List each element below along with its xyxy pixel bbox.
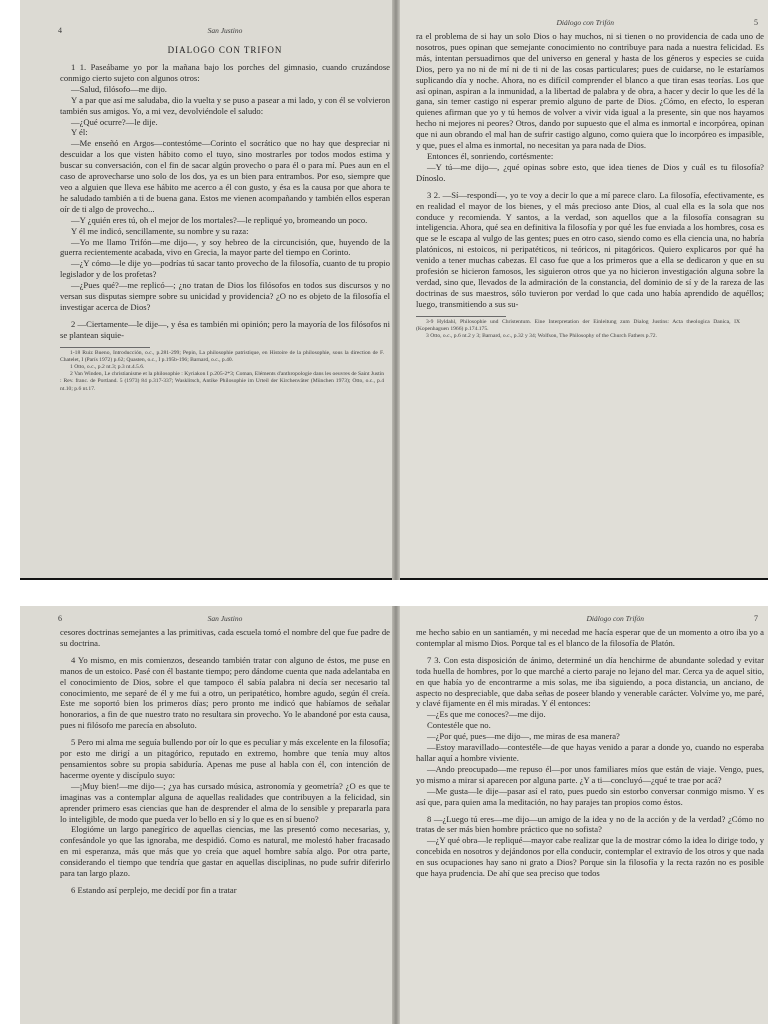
paragraph: Elogióme un largo panegírico de aquellas ciencias, me las presentó como necesarias, y, confesándole yo que las ignoraba, me despidió. Como es natural, me molestó haber fracasado en mi esperanza, más que más que yo creía que aquel hombre sabía algo. Por otra parte, considerando el tiempo que tendría que gastar en aquellas disciplinas, no pude sufrir diferirlo para tan largo plazo. bbox=[60, 824, 390, 879]
paragraph: 2 —Ciertamente—le dije—, y ésa es también mi opinión; pero la mayoría de los filósofos ni se plantean siquie- bbox=[60, 318, 390, 340]
paragraph: —¿Y cómo—le dije yo—podrías tú sacar tanto provecho de la filosofía, cuanto de tu propio legislador y de los profetas? bbox=[60, 258, 390, 280]
paragraph: 8 —¿Luego tú eres—me dijo—un amigo de la idea y no de la acción y de la verdad? ¿Cómo no tratas de ser más bien hombre práctico que no sofista? bbox=[416, 813, 764, 835]
footnotes bbox=[60, 347, 384, 393]
scan-spread-top bbox=[20, 0, 768, 580]
paragraph: 3 2. —Sí—respondí—, yo te voy a decir lo que a mí parece claro. La filosofía, efectivamente, es en realidad el mayor de los bienes, y el más precioso ante Dios, al cual ella es la sola que nos conduce y recomienda. Y santos, a la verdad, son aquellos que a la filosofía consagran su inteligencia. Ahora, qué sea en definitiva la filosofía y por qué les fue enviada a los hombres, cosa es que se le escapa al vulgo de las gentes; pues en otro caso, siendo como es ella ciencia una, no habría platónicos, ni estoicos, ni peripatéticos, ni teóricos, ni pitagóricos. Quiero explicaros por qué ha venido a tener muchas cabezas. El caso fue que a los primeros que a ella se dedicaron y que en su profesión se hicieron famosos, les siguieron otros que ya no hicieron investigación alguna sobre la verdad, sino que, llevados de la admiración de la constancia, del dominio de sí y de la rareza de las doctrinas de sus maestros, sólo tuvieron por verdad lo que cada uno había aprendido de aquéllos; luego, transmitiendo a sus su- bbox=[416, 189, 764, 309]
page-number: 6 bbox=[58, 614, 62, 623]
paragraph: —Estoy maravillado—contestéle—de que hayas venido a parar a donde yo, cuando no esperaba hallar aquí a hombre viviente. bbox=[416, 742, 764, 763]
body-text bbox=[60, 62, 390, 341]
paragraph: —Ando preocupado—me repuso él—por unos familiares míos que están de viaje. Vengo, pues, yo mismo a mirar si aparecen por alguna parte. ¿Y a ti—concluyó—¿qué te trae por acá? bbox=[416, 763, 764, 785]
page-number: 4 bbox=[58, 26, 62, 35]
running-head-title: San Justino bbox=[207, 614, 243, 623]
paragraph: —Y ¿quién eres tú, oh el mejor de los mortales?—le repliqué yo, bromeando un poco. bbox=[71, 214, 368, 225]
running-head bbox=[60, 614, 390, 627]
page-number: 5 bbox=[754, 18, 758, 27]
footnote: 3 Otto, o.c., p.6 nt.2 y 3; Barnard, o.c., p.32 y 34; Wolfson, The Philosophy of the Church Fathers p.72. bbox=[426, 333, 657, 340]
running-head bbox=[416, 18, 764, 31]
footnote: 2 Van Winden, Le christianisme et la philosophie : Kyriakon I p.205-2*3; Coman, Eléments d'anthropologie dans les oeuvres de Saint Justin : Rev. franc. de Portland. 5 (1973) 84 p.317-337; Wasklitsch, Antike Philosophie im Urteil der Kirchenväter (München 1973); Otto, o.c., p.4 nt.10; p.6 nt.17. bbox=[60, 371, 384, 392]
footnote: 3-9 Hyldahl, Philosophie und Christentum. Eine Interpretation der Einleitung zum Dialog Justins: Acta theologica Danica, IX (Kopenhaguen 1966) p.174.175. bbox=[416, 318, 740, 332]
paragraph: —¿Es que me conoces?—me dijo. bbox=[427, 709, 546, 720]
running-head bbox=[60, 26, 390, 39]
paragraph: —¿Y qué obra—le repliqué—mayor cabe realizar que la de mostrar cómo la idea lo dirige todo, y concebida en nosotros y dejándonos por ella conducir, contemplar el extravío de los otros y que nada en sus ocupaciones hay sano ni grato a Dios? Porque sin la filosofía y la recta razón no es posible que haya prudencia. De ahí que sea preciso que todos bbox=[416, 835, 764, 879]
paragraph: —Yo me llamo Trifón—me dijo—, y soy hebreo de la circuncisión, que, huyendo de la guerra recientemente acabada, vivo en Grecia, la mayor parte del tiempo en Corinto. bbox=[60, 236, 390, 258]
paragraph: —Salud, filósofo—me dijo. bbox=[71, 83, 167, 94]
paragraph: 5 Pero mi alma me seguía bullendo por oír lo que es peculiar y más excelente en la filosofía; por esto me dirigí a un pitagórico, reputado en extremo, hombre que tenía muy altos pensamientos sobre su propia sabiduría. Apenas me puse al habla con él, con intención de hacerme oyente y discípulo suyo: bbox=[60, 737, 390, 780]
scan-spread-bottom bbox=[20, 606, 768, 1024]
paragraph: ra el problema de si hay un solo Dios o hay muchos, ni si tienen o no providencia de cada uno de nosotros, pues opinan que semejante conocimiento no contribuye para nada a nuestra felicidad. Es más, intentan persuadirnos que del universo en general y hasta de los géneros y especies se cuida Dios, pero ya no ni de mí ni de ti ni de las cosas particulares; pues de cuidarse, no le estaríamos suplicando día y noche. Ahora, no es difícil comprender el blanco a que tiran esas teorías. Los que así opinan, aspiran a la inmunidad, a la libertad de palabra y de obra, a hacer y decir lo que les dé la gana, sin temer castigo ni esperar premio alguno de parte de Dios. ¿Cómo, en efecto, lo esperan quienes afirman que yo y tú hemos de volver a vivir vida igual a la presente, sin que nos hayamos hecho ni mejores ni peores? Otros, dando por supuesto que el alma es inmortal e incorpórea, opinan que ni aun obrando el mal han de sufrir castigo alguno, como quiera que lo incorpóreo es impasible, y que, pues el alma es inmortal, no necesitan ya para nada de Dios. bbox=[416, 31, 764, 151]
paragraph: —¿Pues qué?—me replicó—; ¿no tratan de Dios los filósofos en todos sus discursos y no versan sus disputas siempre sobre su unicidad y providencia? ¿O no es objeto de la filosofía el investigar acerca de Dios? bbox=[60, 280, 390, 312]
body-text bbox=[416, 627, 764, 879]
body-text bbox=[60, 627, 390, 896]
paragraph: —¿Qué ocurre?—le dije. bbox=[71, 116, 158, 127]
paragraph: —Me gusta—le dije—pasar así el rato, pues puedo sin estorbo conversar conmigo mismo. Y es así que, para quien ama la meditación, no hay parajes tan propios como éstos. bbox=[416, 785, 764, 807]
page-5 bbox=[396, 0, 768, 578]
book-gutter bbox=[392, 606, 400, 1024]
running-head-title: San Justino bbox=[207, 26, 243, 35]
paragraph: 1 1. Paseábame yo por la mañana bajo los porches del gimnasio, cuando cruzándose conmigo cierto sujeto con algunos otros: bbox=[60, 62, 390, 83]
page-6 bbox=[20, 606, 396, 1024]
paragraph: —Me enseñó en Argos—contestóme—Corinto el socrático que no hay que despreciar ni descuidar a los que visten hábito como el tuyo, sino mostrarles por todos modos estima y buscar su conversación, con el fin de sacar algún provecho o para él o para mí. Pues aun en el caso de aprovecharse uno solo de los dos, ya es un bien para entrambos. Por eso, siempre que veo a alguien que lleva ese hábito me acerco a él con gusto, y ésa es la causa por que ahora te he saludado también a ti de buena gana. Estos me vienen acompañando y también ellos esperan oír de ti algo de provecho... bbox=[60, 138, 390, 214]
footnote: 1-18 Ruiz Bueno, Introducción, o.c., p.281-299; Pepin, La philosophie patristique, en Histoire de la philosophie, sous la direction de F. Chatelet, I (París 1972) p.62; Quasten, o.c., I p.195b-196; Barnard, o.c., p.40. bbox=[60, 349, 384, 363]
paragraph: Y él: bbox=[71, 127, 88, 138]
paragraph: cesores doctrinas semejantes a las primitivas, cada escuela tomó el nombre del que fue padre de su doctrina. bbox=[60, 627, 390, 648]
running-head-title: Diálogo con Trifón bbox=[586, 614, 644, 623]
page-7 bbox=[396, 606, 768, 1024]
page-4 bbox=[20, 0, 396, 578]
running-head-title: Diálogo con Trifón bbox=[556, 18, 614, 27]
footnote: 1 Otto, o.c., p.2 nt.3; p.3 nt.4.5.6. bbox=[70, 364, 145, 371]
running-head bbox=[416, 614, 764, 627]
paragraph: —¿Por qué, pues—me dijo—, me miras de esa manera? bbox=[427, 731, 620, 742]
paragraph: Y a par que así me saludaba, dio la vuelta y se puso a pasear a mi lado, y con él se volvieron también sus amigos. Yo, a mi vez, devolviéndole el saludo: bbox=[60, 94, 390, 116]
page-number: 7 bbox=[754, 614, 758, 623]
chapter-title: DIALOGO CON TRIFON bbox=[167, 45, 283, 55]
paragraph: —¡Muy bien!—me dijo—; ¿ya has cursado música, astronomía y geometría? ¿O es que te imaginas vas a contemplar alguna de aquellas realidades que contribuyen a la felicidad, sin aprender primero esas ciencias que han de desprender el alma de lo sensible y prepararla para lo inteligible, de modo que pueda ver lo bello en sí y lo que es en sí bueno? bbox=[60, 780, 390, 824]
paragraph: 7 3. Con esta disposición de ánimo, determiné un día henchirme de abundante soledad y evitar toda huella de hombres, por lo que marché a cierto paraje no lejano del mar. Cerca ya de aquel sitio, en que había yo de encontrarme a mis solas, me iba siguiendo, a poca distancia, un anciano, de aspecto no despreciable, que daba señas de poseer blando y venerable carácter. Volvíme yo, me paré, y clavé fijamente en él mis miradas. Y él entonces: bbox=[416, 654, 764, 709]
paragraph: Contestéle que no. bbox=[427, 720, 491, 731]
book-gutter bbox=[392, 0, 400, 580]
footnotes bbox=[416, 316, 740, 341]
paragraph: —Y tú—me dijo—, ¿qué opinas sobre esto, que idea tienes de Dios y cuál es tu filosofía? Dínoslo. bbox=[416, 161, 764, 183]
paragraph: 4 Yo mismo, en mis comienzos, deseando también tratar con alguno de éstos, me puse en manos de un estoico. Pasé con él bastante tiempo; pero dándome cuenta que nada adelantaba en el conocimiento de Dios, sobre el que tampoco él sabía palabra ni decía ser necesario tal conocimiento, me separé de él y me fui a otro, un peripatético, hombre agudo, según él creía. Este me soportó bien los primeros días; pero pronto me indicó que habíamos de señalar honorarios, a fin de que nuestro trato no resultara sin provecho. Yo le abandoné por esta causa, pues ni filósofo me parecía en absoluto. bbox=[60, 654, 390, 731]
paragraph: 6 Estando así perplejo, me decidí por fin a tratar bbox=[71, 884, 237, 895]
paragraph: Entonces él, sonriendo, cortésmente: bbox=[427, 150, 554, 161]
paragraph: Y él me indicó, sencillamente, su nombre y su raza: bbox=[71, 225, 249, 236]
body-text bbox=[416, 31, 764, 310]
paragraph: me hecho sabio en un santiamén, y mi necedad me hacía esperar que de un momento a otro iba yo a contemplar al mismo Dios. Porque tal es el blanco de la filosofía de Platón. bbox=[416, 627, 764, 648]
